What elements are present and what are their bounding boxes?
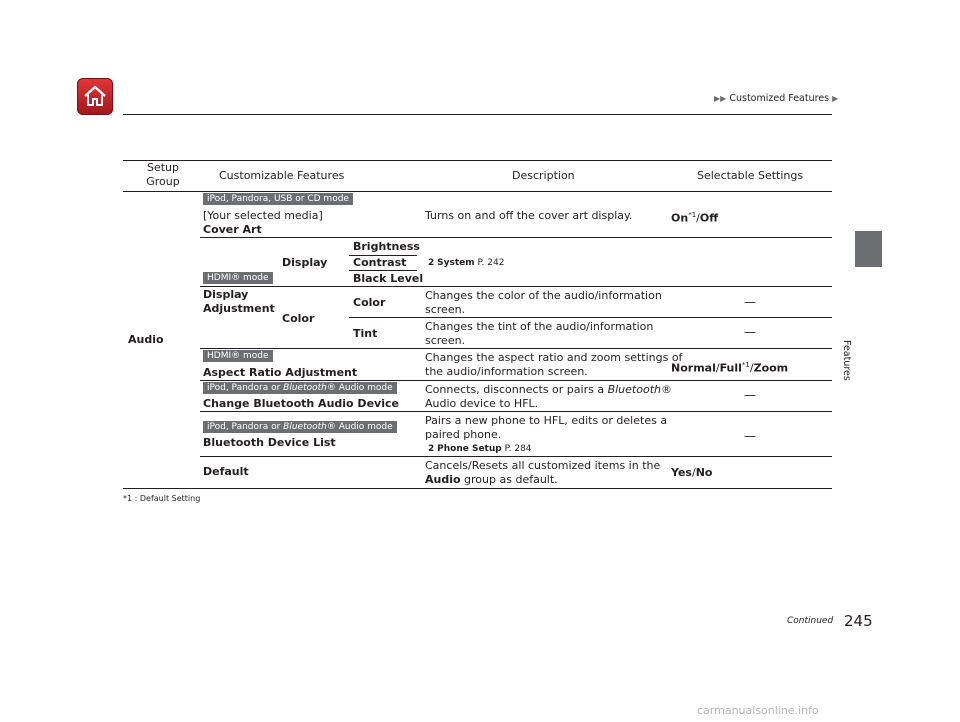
- black-level-item: Black Level: [353, 272, 424, 285]
- cover-art-media: [Your selected media]: [203, 209, 323, 222]
- setting-on: On: [671, 211, 689, 225]
- mode-badge: [203, 421, 397, 433]
- aspect-ratio-description-2: the audio/information screen.: [425, 365, 588, 378]
- desc-text-italic: Bluetooth: [607, 383, 661, 396]
- setting-separator: /: [749, 361, 754, 375]
- aspect-ratio-label: Aspect Ratio Adjustment: [203, 366, 358, 379]
- aspect-ratio-settings: [671, 358, 788, 376]
- footnote: *1 : Default Setting: [123, 494, 201, 503]
- group-audio: Audio: [128, 333, 164, 346]
- breadcrumb: [714, 93, 838, 104]
- home-icon: [83, 84, 107, 108]
- color-sub-label: Color: [282, 312, 315, 325]
- color-item: Color: [353, 296, 386, 309]
- breadcrumb-link[interactable]: Customized Features: [729, 93, 830, 104]
- tint-description-1: Changes the tint of the audio/information: [425, 320, 654, 333]
- setting-separator: /: [715, 361, 720, 375]
- mode-badge: HDMI® mode: [203, 272, 273, 284]
- color-description-2: screen.: [425, 303, 466, 316]
- display-adjustment-label-2: Adjustment: [203, 302, 275, 315]
- badge-text-italic: Bluetooth: [283, 383, 327, 393]
- header-group-line2: Group: [146, 175, 180, 188]
- ref-arrow-icon: 2: [428, 444, 435, 454]
- watermark: carmanualsonline.info: [697, 704, 819, 717]
- display-sub-label: Display: [282, 256, 328, 269]
- display-adjustment-label-1: Display: [203, 288, 249, 301]
- system-page-ref[interactable]: [428, 256, 504, 270]
- ref-label: Phone Setup: [437, 444, 502, 454]
- desc-bold: Audio: [425, 473, 461, 486]
- setting-separator: /: [696, 211, 700, 225]
- ref-page: P. 284: [504, 444, 532, 454]
- badge-text-end: ® Audio mode: [326, 383, 393, 393]
- mode-badge: HDMI® mode: [203, 350, 273, 362]
- row-divider: [200, 380, 832, 381]
- aspect-ratio-description-1: Changes the aspect ratio and zoom settings of: [425, 351, 683, 364]
- desc-text: Connects, disconnects or pairs a: [425, 383, 608, 396]
- default-description-1: Cancels/Resets all customized items in the: [425, 459, 661, 472]
- setting-full: Full: [719, 361, 742, 375]
- cover-art-description: Turns on and off the cover art display.: [425, 209, 633, 222]
- setting-no: No: [695, 466, 713, 479]
- continued-label: Continued: [787, 616, 834, 626]
- setting-separator: /: [691, 466, 696, 479]
- default-description-2: [425, 473, 558, 487]
- badge-text: iPod, Pandora or: [207, 422, 284, 432]
- setting-footnote-mark: *1: [688, 211, 697, 219]
- badge-text-end: ® Audio mode: [326, 422, 393, 432]
- section-tab[interactable]: [855, 231, 882, 267]
- color-description-1: Changes the color of the audio/information: [425, 289, 662, 302]
- desc-rest: group as default.: [460, 473, 558, 486]
- row-divider: [200, 411, 832, 412]
- badge-text: iPod, Pandora or: [207, 383, 284, 393]
- change-bt-setting-dash: —: [744, 388, 756, 402]
- breadcrumb-end-arrow: ▶: [832, 94, 839, 103]
- ref-arrow-icon: 2: [428, 258, 435, 268]
- setting-off: Off: [699, 211, 719, 225]
- header-description: Description: [512, 169, 575, 182]
- row-divider: [200, 348, 832, 349]
- bt-list-description-1: Pairs a new phone to HFL, edits or deletes a: [425, 414, 668, 427]
- header-features: Customizable Features: [219, 169, 345, 182]
- default-settings: [671, 466, 712, 480]
- setting-normal: Normal: [671, 361, 716, 375]
- tint-item: Tint: [353, 327, 378, 340]
- header-rule: [123, 114, 832, 115]
- bt-list-label: Bluetooth Device List: [203, 436, 336, 449]
- bt-list-setting-dash: —: [744, 429, 756, 443]
- change-bt-description-2: Audio device to HFL.: [425, 397, 539, 410]
- ref-label: System: [437, 258, 475, 268]
- desc-text-end: ®: [660, 383, 672, 396]
- row-divider: [200, 237, 832, 238]
- tint-description-2: screen.: [425, 334, 466, 347]
- table-header-rule: [123, 191, 832, 192]
- row-divider: [349, 317, 832, 318]
- section-tab-label: Features: [841, 340, 852, 381]
- badge-text-italic: Bluetooth: [283, 422, 327, 432]
- change-bt-description-1: [425, 383, 672, 397]
- row-divider: [200, 286, 832, 287]
- brightness-item: Brightness: [353, 240, 420, 253]
- breadcrumb-arrows: ▶▶: [714, 94, 727, 103]
- header-setup-group: [133, 161, 193, 189]
- tint-setting-dash: —: [744, 325, 756, 339]
- cover-art-label: Cover Art: [203, 223, 262, 236]
- table-top-rule: [123, 160, 832, 161]
- color-setting-dash: —: [744, 295, 756, 309]
- contrast-item: Contrast: [353, 256, 407, 269]
- row-divider: [200, 456, 832, 457]
- default-label: Default: [203, 465, 249, 478]
- bt-list-description-2: paired phone.: [425, 428, 502, 441]
- cover-art-settings: [671, 208, 718, 226]
- setting-yes: Yes: [671, 466, 692, 479]
- mode-badge: iPod, Pandora, USB or CD mode: [203, 193, 353, 205]
- home-button[interactable]: [77, 78, 113, 115]
- table-bottom-rule: [123, 488, 832, 489]
- phone-setup-page-ref[interactable]: [428, 442, 532, 456]
- setting-zoom: Zoom: [753, 361, 789, 375]
- change-bt-label: Change Bluetooth Audio Device: [203, 397, 399, 410]
- header-group-line1: Setup: [146, 161, 180, 174]
- header-settings: Selectable Settings: [697, 169, 804, 182]
- page-number: 245: [844, 612, 873, 630]
- ref-page: P. 242: [477, 258, 505, 268]
- mode-badge: [203, 382, 397, 394]
- setting-footnote-mark: *1: [741, 361, 750, 369]
- row-divider: [349, 270, 417, 271]
